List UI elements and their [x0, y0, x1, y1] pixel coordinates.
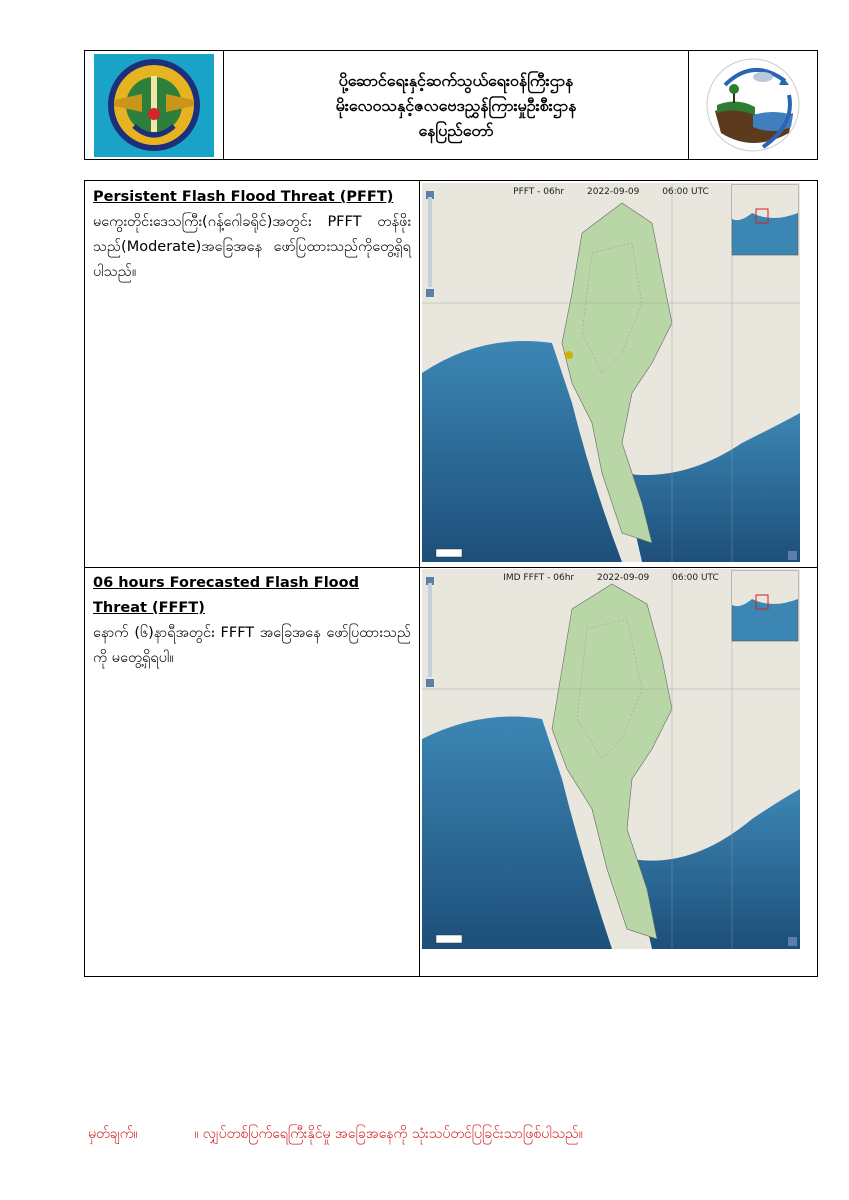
hydrology-cycle-logo-icon — [703, 55, 803, 155]
header-table — [84, 50, 818, 160]
ffft-map-caption — [422, 573, 800, 583]
pfft-map-cell — [420, 181, 817, 567]
ffft-map-cell — [420, 567, 817, 976]
info-icon[interactable] — [788, 551, 797, 560]
footer-note — [88, 1124, 788, 1145]
footer-text: ။ လျှပ်တစ်ပြက်ရေကြီးနိုင်မှု အခြေအနေကို သုံးသပ်တင်ပြခြင်းသာဖြစ်ပါသည်။ — [194, 1126, 583, 1142]
pfft-title: Persistent Flash Flood Threat (PFFT) — [93, 189, 394, 205]
pfft-map-caption — [422, 187, 800, 197]
ministry-logo-icon — [94, 54, 214, 157]
pfft-moderate-marker — [565, 351, 573, 359]
pfft-description: မကွေးတိုင်းဒေသကြီး(ဂန့်ဂေါခရိုင်)အတွင်း PFFT တန်ဖိုးသည်(Moderate)အခြေအနေ ဖော်ပြထားသည်ကိုတွေ့ရှိရ ပါသည်။ — [93, 214, 411, 280]
scale-bar — [436, 935, 462, 943]
ffft-row — [85, 567, 817, 976]
ffft-map[interactable] — [422, 569, 800, 949]
info-icon[interactable] — [788, 937, 797, 946]
ffft-text-cell — [85, 567, 420, 976]
zoom-out-icon[interactable] — [426, 679, 434, 687]
scale-bar — [436, 549, 462, 557]
department-name: မိုးလေဝသနှင့်ဇလဗေဒညွှန်ကြားမှုဦးစီးဌာန — [335, 95, 577, 115]
pfft-row — [85, 181, 817, 568]
ministry-logo-cell — [85, 51, 224, 159]
ffft-date-label: 2022-09-09 — [596, 573, 650, 583]
pfft-product-label: PFFT - 06hr — [513, 187, 565, 197]
ministry-name: ပို့ဆောင်ရေးနှင့်ဆက်သွယ်ရေးဝန်ကြီးဌာန — [338, 70, 574, 90]
pfft-text-cell — [85, 181, 420, 567]
pfft-time-label: 06:00 UTC — [662, 187, 709, 197]
ffft-title: 06 hours Forecasted Flash Flood Threat (FFFT) — [93, 575, 359, 616]
city-name: နေပြည်တော် — [418, 120, 494, 140]
department-logo-cell — [688, 51, 817, 159]
ffft-description: နောက် (၆)နာရီအတွင်း FFFT အခြေအနေ ဖော်ပြထားသည်ကို မတွေ့ရှိရပါ။ — [93, 625, 411, 666]
ffft-product-label: IMD FFFT - 06hr — [503, 573, 575, 583]
header-title — [224, 51, 688, 159]
pfft-date-label: 2022-09-09 — [587, 187, 640, 197]
pfft-map[interactable] — [422, 183, 800, 562]
forecast-table — [84, 180, 818, 977]
zoom-out-icon[interactable] — [426, 289, 434, 297]
ffft-time-label: 06:00 UTC — [672, 573, 719, 583]
footer-label: မှတ်ချက်။ — [88, 1126, 138, 1142]
